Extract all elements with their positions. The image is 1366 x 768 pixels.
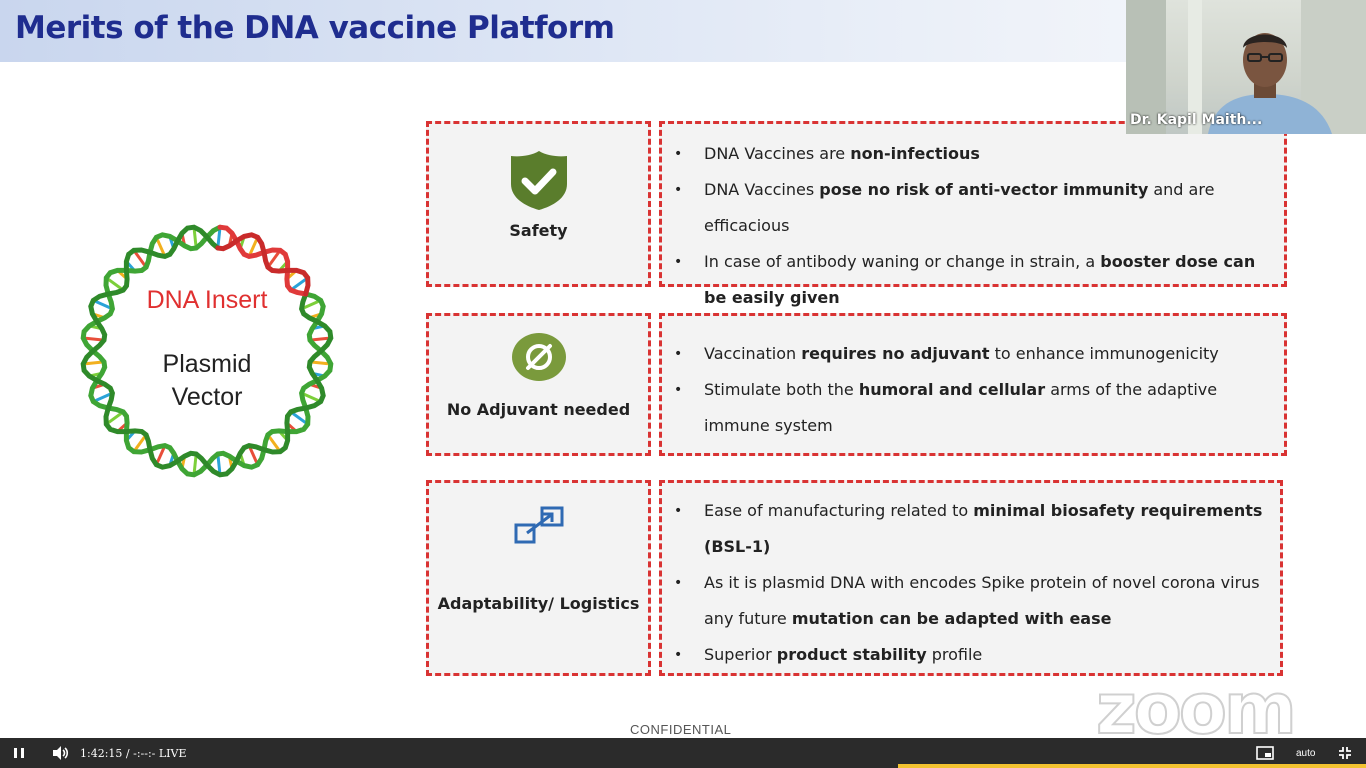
bullet-dot: • [674,346,683,362]
adaptability-card [426,480,651,676]
bullet-text-bold: mutation can be adapted with ease [791,609,1112,628]
pause-icon [12,746,26,760]
dna-insert-strand [220,227,306,294]
bullet-text-bold: requires no adjuvant [801,344,990,363]
no-adjuvant-bullets [674,336,1274,444]
plasmid-label-line1: Plasmid [162,350,252,378]
safety-bullets [674,136,1274,316]
confidential-footer: CONFIDENTIAL [630,722,732,737]
no-adjuvant-label: No Adjuvant needed [446,400,631,419]
bullet-item [674,336,1274,372]
bullet-text: arms of the adaptive immune system [704,380,1218,435]
bullet-text-bold: booster dose can be easily given [704,252,1256,307]
bullet-text-bold: product stability [776,645,927,664]
zoom-watermark-logo: zoom [1096,668,1294,738]
adaptability-bullets [674,493,1270,673]
no-adjuvant-details [659,313,1287,456]
bullet-item [674,172,1274,244]
bullet-text: Stimulate both the [704,380,859,399]
bullet-text: DNA Vaccines are [704,144,851,163]
bullet-text: Superior [704,645,777,664]
bullet-text: to enhance immunogenicity [989,344,1219,363]
bullet-dot: • [674,254,683,270]
volume-button[interactable] [51,738,69,768]
safety-card [426,121,651,287]
bullet-item [674,136,1274,172]
shield-check-icon [507,148,571,212]
bullet-item [674,565,1270,637]
expand-arrows-icon [513,505,565,545]
bullet-text: and are efficacious [704,180,1215,235]
volume-icon [51,745,69,761]
bullet-text: DNA Vaccines [704,180,820,199]
safety-details [659,121,1287,307]
bullet-text-bold: humoral and cellular [858,380,1046,399]
playback-time: 1:42:15 / -:--:- LIVE [80,746,187,760]
bullet-dot: • [674,182,683,198]
bullet-text: Vaccination [704,344,802,363]
participant-video[interactable] [1126,0,1366,134]
plasmid-label-line2: Vector [171,383,243,411]
bullet-text: As it is plasmid DNA with encodes Spike protein of novel corona virus any future [704,573,1260,628]
adaptability-label: Adaptability/ Logistics [437,594,640,613]
bullet-text-bold: minimal biosafety requirements (BSL-1) [704,501,1263,556]
live-progress-bar[interactable] [898,764,1366,768]
no-adjuvant-card [426,313,651,456]
quality-selector[interactable]: auto [1296,747,1316,759]
fullscreen-exit-icon [1338,746,1352,760]
participant-name: Dr. Kapil Maith... [1130,112,1263,128]
bullet-dot: • [674,647,683,663]
bullet-dot: • [674,146,683,162]
pause-button[interactable] [12,738,26,768]
plasmid-vector-label [76,348,338,414]
bullet-item [674,493,1270,565]
bullet-dot: • [674,503,683,519]
pip-icon [1256,746,1274,760]
adaptability-details [659,480,1283,676]
bullet-text-bold: pose no risk of anti-vector immunity [819,180,1149,199]
bullet-text: In case of antibody waning or change in strain, a [704,252,1101,271]
dna-insert-label: DNA Insert [146,286,268,314]
bullet-item [674,244,1274,316]
bullet-item [674,372,1274,444]
bullet-text-bold: non-infectious [850,144,980,163]
bullet-text: Ease of manufacturing related to [704,501,974,520]
slide-title: Merits of the DNA vaccine Platform [15,10,615,46]
bullet-dot: • [674,382,683,398]
bullet-dot: • [674,575,683,591]
bullet-text: profile [926,645,983,664]
no-adjuvant-icon [511,332,567,382]
safety-label: Safety [509,221,568,240]
